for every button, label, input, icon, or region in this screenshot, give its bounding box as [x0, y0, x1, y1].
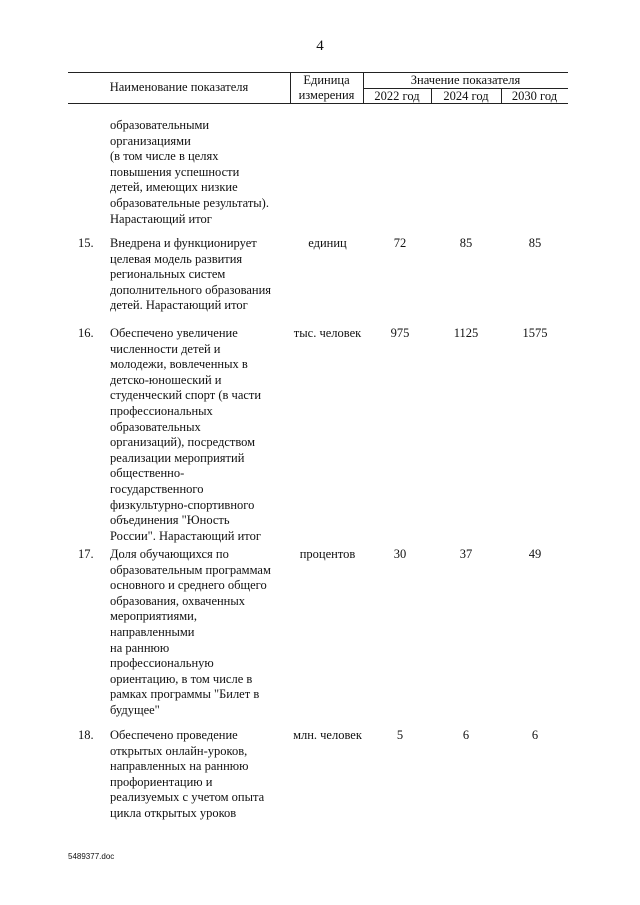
- name-line: реализуемых с учетом опыта: [110, 790, 265, 805]
- name-line: направленных на раннюю: [110, 759, 249, 774]
- name-line: региональных систем: [110, 267, 226, 282]
- name-line: профессиональную: [110, 656, 214, 671]
- row-value-2024: 37: [459, 547, 473, 561]
- row-value-2024: 85: [459, 236, 473, 250]
- row-unit: тыс. человек: [293, 326, 362, 340]
- name-line: детско-юношеский и: [110, 372, 222, 387]
- name-line: России". Нарастающий итог: [110, 528, 261, 543]
- name-line: открытых онлайн-уроков,: [110, 743, 248, 758]
- header-value-title: Значение показателя: [410, 73, 521, 87]
- name-line: Внедрена и функционирует: [110, 236, 257, 250]
- continuation-line: повышения успешности: [110, 164, 240, 179]
- name-line: профессиональных: [110, 403, 213, 418]
- name-line: молодежи, вовлеченных в: [110, 357, 248, 372]
- header-year-2024: 2024 год: [443, 89, 489, 103]
- row-value-2022: 30: [393, 547, 407, 561]
- row-number: 15.: [78, 236, 94, 250]
- name-line: Доля обучающихся по: [110, 547, 229, 561]
- row-value-2030: 1575: [522, 326, 548, 340]
- row-unit: единиц: [308, 236, 347, 250]
- name-line: рамках программы "Билет в: [110, 687, 260, 702]
- continuation-line: (в том числе в целях: [110, 149, 219, 164]
- row-value-2030: 6: [531, 728, 539, 742]
- row-indicator-name: [110, 547, 290, 719]
- page-number: 4: [316, 38, 324, 54]
- header-unit-line1: Единица: [303, 73, 350, 87]
- row-unit: млн. человек: [293, 728, 362, 742]
- name-line: на раннюю: [110, 640, 170, 655]
- row-value-2024: 1125: [453, 326, 479, 340]
- continuation-line: образовательные результаты).: [110, 195, 269, 210]
- name-line: будущее": [110, 702, 160, 717]
- row-value-2030: 49: [528, 547, 542, 561]
- row-indicator-name: [110, 728, 290, 822]
- name-line: цикла открытых уроков: [110, 805, 237, 820]
- row-value-2022: 975: [390, 326, 410, 340]
- name-line: мероприятиями,: [110, 609, 197, 624]
- row-value-2022: 72: [393, 236, 407, 250]
- name-line: численности детей и: [110, 341, 221, 356]
- name-line: детей. Нарастающий итог: [110, 298, 248, 313]
- header-year-2022: 2022 год: [374, 89, 420, 103]
- row-value-2030: 85: [528, 236, 542, 250]
- name-line: физкультурно-спортивного: [110, 497, 255, 512]
- name-line: студенческий спорт (в части: [110, 388, 262, 403]
- name-line: объединения "Юность: [110, 513, 230, 528]
- document-footer: 5489377.doc: [68, 852, 115, 861]
- name-line: профориентацию и: [110, 774, 213, 789]
- name-line: реализации мероприятий: [110, 450, 245, 465]
- row-number: 17.: [78, 547, 94, 561]
- header-unit-line2: измерения: [298, 88, 355, 102]
- name-line: основного и среднего общего: [110, 578, 267, 593]
- table-header: [68, 72, 568, 104]
- row-indicator-name: [110, 326, 290, 544]
- continuation-line: детей, имеющих низкие: [110, 180, 238, 195]
- row-indicator-name: [110, 236, 290, 314]
- name-line: направленными: [110, 624, 195, 639]
- continuation-line: организациями: [110, 133, 191, 148]
- row-value-2024: 6: [462, 728, 470, 742]
- name-line: Обеспечено проведение: [110, 728, 238, 742]
- name-line: дополнительного образования: [110, 282, 272, 297]
- header-year-2030: 2030 год: [511, 89, 558, 103]
- name-line: организаций), посредством: [110, 435, 256, 450]
- name-line: Обеспечено увеличение: [110, 326, 238, 340]
- name-line: образовательным программам: [110, 562, 271, 577]
- row-value-2022: 5: [396, 728, 404, 742]
- continuation-line: образовательными: [110, 118, 210, 132]
- name-line: образовательных: [110, 419, 201, 434]
- name-line: общественно-: [110, 466, 185, 481]
- header-indicator-name: Наименование показателя: [109, 80, 249, 94]
- continuation-text: [110, 118, 290, 227]
- row-unit: процентов: [299, 547, 356, 561]
- name-line: образования, охваченных: [110, 593, 246, 608]
- row-number: 16.: [78, 326, 94, 340]
- row-number: 18.: [78, 728, 94, 742]
- continuation-line: Нарастающий итог: [110, 211, 212, 226]
- name-line: ориентацию, в том числе в: [110, 671, 253, 686]
- name-line: целевая модель развития: [110, 251, 243, 266]
- name-line: государственного: [110, 481, 204, 496]
